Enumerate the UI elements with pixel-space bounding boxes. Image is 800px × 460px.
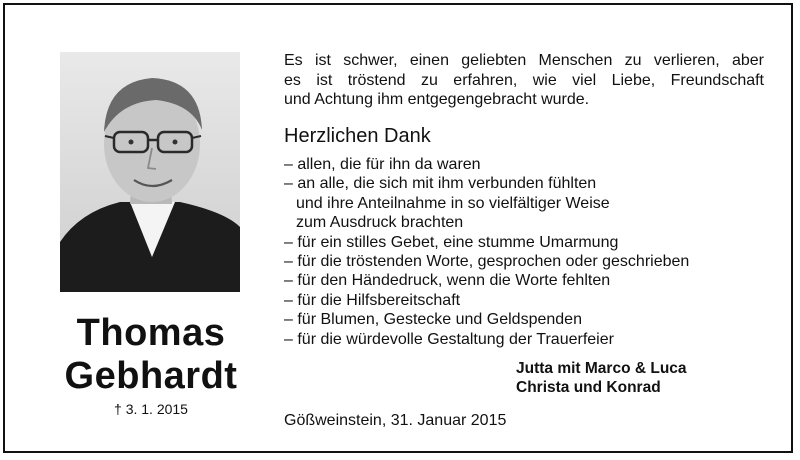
thanks-list: [284, 155, 764, 349]
deceased-last-name: Gebhardt: [64, 355, 238, 397]
list-item: – für die tröstenden Worte, gesprochen oder geschrieben: [284, 253, 690, 271]
intro-line: und Achtung ihm entgegengebracht wurde.: [284, 91, 590, 108]
death-date: † 3. 1. 2015: [114, 401, 188, 417]
list-item: – für ein stilles Gebet, eine stumme Umarmung: [284, 233, 619, 251]
portrait-photo: [60, 52, 240, 292]
portrait-illustration: [60, 52, 240, 292]
list-item: – für die Hilfsbereitschaft: [284, 291, 461, 309]
list-item: – allen, die für ihn da waren: [284, 156, 481, 173]
list-item: zum Ausdruck brachten: [296, 214, 464, 232]
signer-line: Jutta mit Marco & Luca: [516, 360, 687, 377]
list-item: – für den Händedruck, wenn die Worte fehlten: [284, 272, 611, 290]
intro-paragraph: [284, 51, 764, 110]
list-item: und ihre Anteilnahme in so vielfältiger Weise: [296, 194, 610, 212]
list-item: – für Blumen, Gestecke und Geldspenden: [284, 311, 582, 329]
signers: [516, 359, 687, 397]
thanks-heading: Herzlichen Dank: [284, 125, 431, 147]
list-item: – für die würdevolle Gestaltung der Trauerfeier: [284, 330, 614, 348]
list-item: – an alle, die sich mit ihm verbunden fühlten: [284, 175, 597, 193]
place-and-date: Gößweinstein, 31. Januar 2015: [284, 412, 507, 429]
deceased-first-name: Thomas: [76, 312, 226, 354]
intro-line: Es ist schwer, einen geliebten Menschen zu verlieren, aber: [284, 52, 764, 69]
signer-line: Christa und Konrad: [516, 379, 661, 396]
intro-line: es ist tröstend zu erfahren, wie viel Liebe, Freundschaft: [284, 71, 764, 89]
